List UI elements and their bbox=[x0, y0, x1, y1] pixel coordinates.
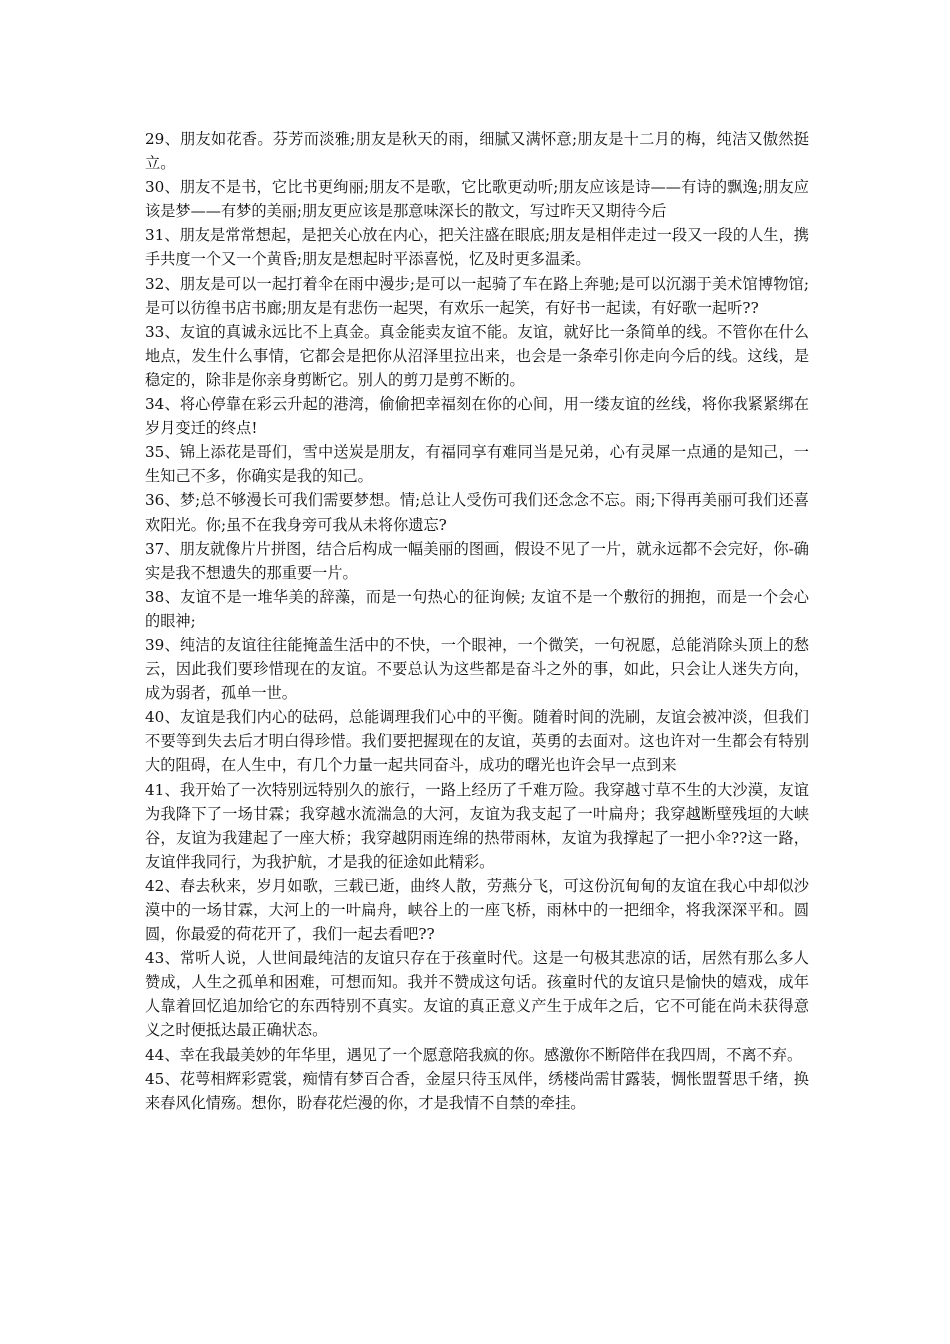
paragraph-32: 32、朋友是可以一起打着伞在雨中漫步;是可以一起骑了车在路上奔驰;是可以沉溺于美术馆博物馆;是可以彷徨书店书廊;朋友是有悲伤一起哭，有欢乐一起笑，有好书一起读，有好歌一起听?? bbox=[145, 274, 809, 317]
paragraph-42: 42、春去秋来，岁月如歌，三载已逝，曲终人散，劳燕分飞，可这份沉甸甸的友谊在我心中却似沙漠中的一场甘霖，大河上的一叶扁舟，峡谷上的一座飞桥，雨林中的一把细伞，将我深深平和。圆圆，你最爱的荷花开了，我们一起去看吧?? bbox=[145, 876, 809, 944]
paragraph-37: 37、朋友就像片片拼图，结合后构成一幅美丽的图画，假设不见了一片，就永远都不会完好，你-确实是我不想遗失的那重要一片。 bbox=[145, 539, 809, 582]
paragraph-31: 31、朋友是常常想起，是把关心放在内心，把关注盛在眼底;朋友是相伴走过一段又一段的人生，携手共度一个又一个黄昏;朋友是想起时平添喜悦，忆及时更多温柔。 bbox=[145, 226, 809, 269]
paragraph-41: 41、我开始了一次特别远特别久的旅行，一路上经历了千难万险。我穿越寸草不生的大沙漠，友谊为我降下了一场甘霖；我穿越水流湍急的大河，友谊为我支起了一叶扁舟；我穿越断壁残垣的大峡谷，友谊为我建起了一座大桥；我穿越阴雨连绵的热带雨林，友谊为我撑起了一把小伞??这一路，友谊伴我同行，为我护航，才是我的征途如此精彩。 bbox=[145, 780, 809, 871]
paragraph-43: 43、常听人说，人世间最纯洁的友谊只存在于孩童时代。这是一句极其悲凉的话，居然有那么多人赞成，人生之孤单和困难，可想而知。我并不赞成这句话。孩童时代的友谊只是愉快的嬉戏，成年人靠着回忆追加给它的东西特别不真实。友谊的真正意义产生于成年之后，它不可能在尚未获得意义之时便抵达最正确状态。 bbox=[145, 949, 809, 1040]
document-body bbox=[145, 127, 809, 1115]
paragraph-29: 29、朋友如花香。芬芳而淡雅;朋友是秋天的雨，细腻又满怀意;朋友是十二月的梅，纯洁又傲然挺立。 bbox=[145, 130, 809, 173]
paragraph-45: 45、花萼相辉彩霓裳，痴情有梦百合香，金屋只待玉凤伴，绣楼尚需甘露装，惆怅盟誓思千绪，换来春风化情殇。想你，盼春花烂漫的你，才是我情不自禁的牵挂。 bbox=[145, 1069, 809, 1112]
paragraph-30: 30、朋友不是书，它比书更绚丽;朋友不是歌，它比歌更动听;朋友应该是诗——有诗的飘逸;朋友应该是梦——有梦的美丽;朋友更应该是那意味深长的散文，写过昨天又期待今后 bbox=[145, 178, 809, 221]
paragraph-34: 34、将心停靠在彩云升起的港湾，偷偷把幸福刻在你的心间，用一缕友谊的丝线，将你我紧紧绑在岁月变迁的终点! bbox=[145, 395, 809, 438]
paragraph-33: 33、友谊的真诚永远比不上真金。真金能卖友谊不能。友谊，就好比一条简单的线。不管你在什么地点，发生什么事情，它都会是把你从沼泽里拉出来，也会是一条牵引你走向今后的线。这线，是稳定的，除非是你亲身剪断它。别人的剪刀是剪不断的。 bbox=[145, 322, 809, 389]
paragraph-35: 35、锦上添花是哥们，雪中送炭是朋友，有福同享有难同当是兄弟，心有灵犀一点通的是知己，一生知己不多，你确实是我的知己。 bbox=[145, 443, 809, 486]
paragraph-36: 36、梦;总不够漫长可我们需要梦想。情;总让人受伤可我们还念念不忘。雨;下得再美丽可我们还喜欢阳光。你;虽不在我身旁可我从未将你遗忘? bbox=[145, 491, 809, 534]
paragraph-38: 38、友谊不是一堆华美的辞藻，而是一句热心的征询候; 友谊不是一个敷衍的拥抱，而是一个会心的眼神; bbox=[145, 587, 809, 630]
paragraph-39: 39、纯洁的友谊往往能掩盖生活中的不快，一个眼神，一个微笑，一句祝愿，总能消除头顶上的愁云，因此我们要珍惜现在的友谊。不要总认为这些都是奋斗之外的事，如此，只会让人迷失方向，成为弱者，孤单一世。 bbox=[145, 635, 809, 703]
paragraph-44: 44、幸在我最美妙的年华里，遇见了一个愿意陪我疯的你。感激你不断陪伴在我四周，不离不弃。 bbox=[145, 1045, 803, 1064]
paragraph-40: 40、友谊是我们内心的砝码，总能调理我们心中的平衡。随着时间的洗刷，友谊会被冲淡，但我们不要等到失去后才明白得珍惜。我们要把握现在的友谊，英勇的去面对。这也许对一生都会有特别大的阻碍，在人生中，有几个力量一起共同奋斗，成功的曙光也许会早一点到来 bbox=[145, 708, 809, 775]
